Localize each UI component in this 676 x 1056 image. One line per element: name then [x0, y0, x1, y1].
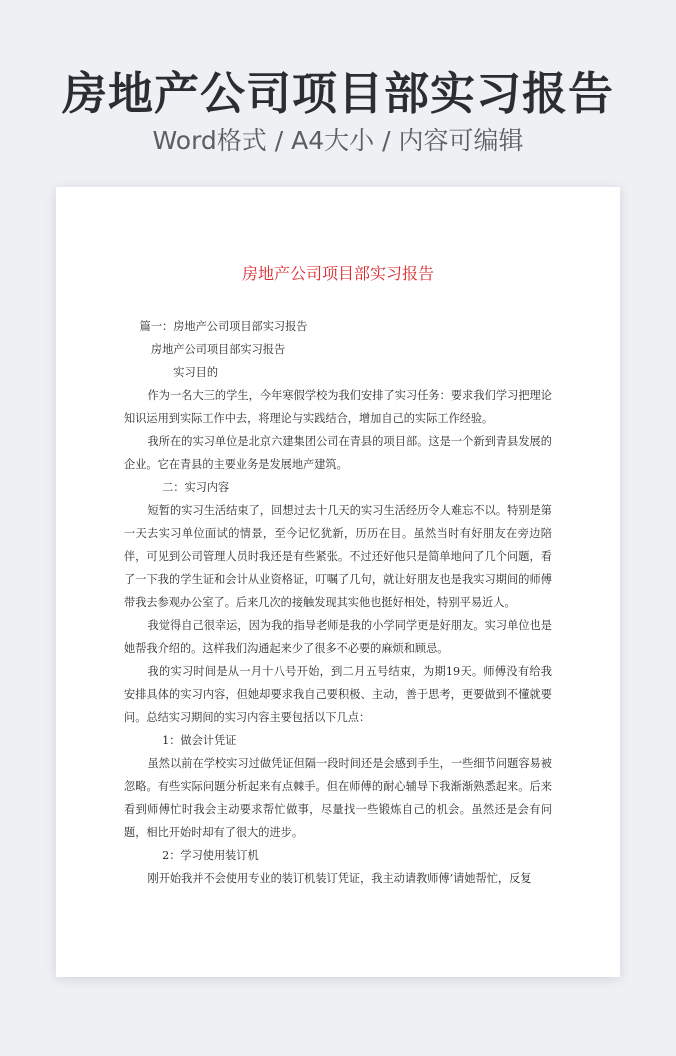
banner-title: 房地产公司项目部实习报告	[61, 67, 614, 120]
section-heading: 篇一：房地产公司项目部实习报告	[139, 320, 308, 333]
section-heading: 二：实习内容	[162, 481, 230, 494]
document-title: 房地产公司项目部实习报告	[241, 264, 434, 283]
document-page	[56, 187, 620, 977]
paragraph: 作为一名大三的学生，今年寒假学校为我们安排了实习任务：要求我们学习把理论知识运用到实际工作中去，将理论与实践结合，增加自己的实际工作经验。	[124, 389, 552, 425]
paragraph: 虽然以前在学校实习过做凭证但隔一段时间还是会感到手生，一些细节问题容易被忽略。有些实际问题分析起来有点棘手。但在师傅的耐心辅导下我渐渐熟悉起来。后来看到师傅忙时我会主动要求帮忙做事，尽量找一些锻炼自己的机会。虽然还是会有问题，相比开始时却有了很大的进步。	[124, 757, 552, 839]
paragraph: 我所在的实习单位是北京六建集团公司在青县的项目部。这是一个新到青县发展的企业。它在青县的主要业务是发展地产建筑。	[124, 435, 552, 471]
banner-subtitle: Word格式 / A4大小 / 内容可编辑	[152, 126, 524, 155]
paragraph: 我的实习时间是从一月十八号开始，到二月五号结束，为期19天。师傅没有给我安排具体的实习内容，但她却要求我自己要积极、主动，善于思考，更要做到不懂就要问。总结实习期间的实习内容主要包括以下几点：	[124, 665, 552, 724]
paragraph: 短暂的实习生活结束了，回想过去十几天的实习生活经历令人难忘不以。特别是第一天去实习单位面试的情景，至今记忆犹新，历历在目。虽然当时有好朋友在旁边陪伴，可见到公司管理人员时我还是有些紧张。不过还好他只是简单地问了几个问题，看了一下我的学生证和会计从业资格证，叮嘱了几句，就让好朋友也是我实习期间的师傅带我去参观办公室了。后来几次的接触发现其实他也挺好相处，特别平易近人。	[124, 504, 552, 609]
report-subtitle: 房地产公司项目部实习报告	[150, 343, 286, 356]
paragraph: 我觉得自己很幸运，因为我的指导老师是我的小学同学更是好朋友。实习单位也是她帮我介绍的。这样我们沟通起来少了很多不必要的麻烦和顾忌。	[124, 619, 552, 655]
document-body	[124, 315, 552, 890]
subsection-heading: 2：学习使用装订机	[162, 849, 259, 862]
subsection-heading: 1：做会计凭证	[162, 734, 237, 747]
paragraph: 刚开始我并不会使用专业的装订机装订凭证，我主动请教师傅’请她帮忙，反复	[147, 872, 532, 885]
section-heading: 实习目的	[173, 366, 219, 379]
